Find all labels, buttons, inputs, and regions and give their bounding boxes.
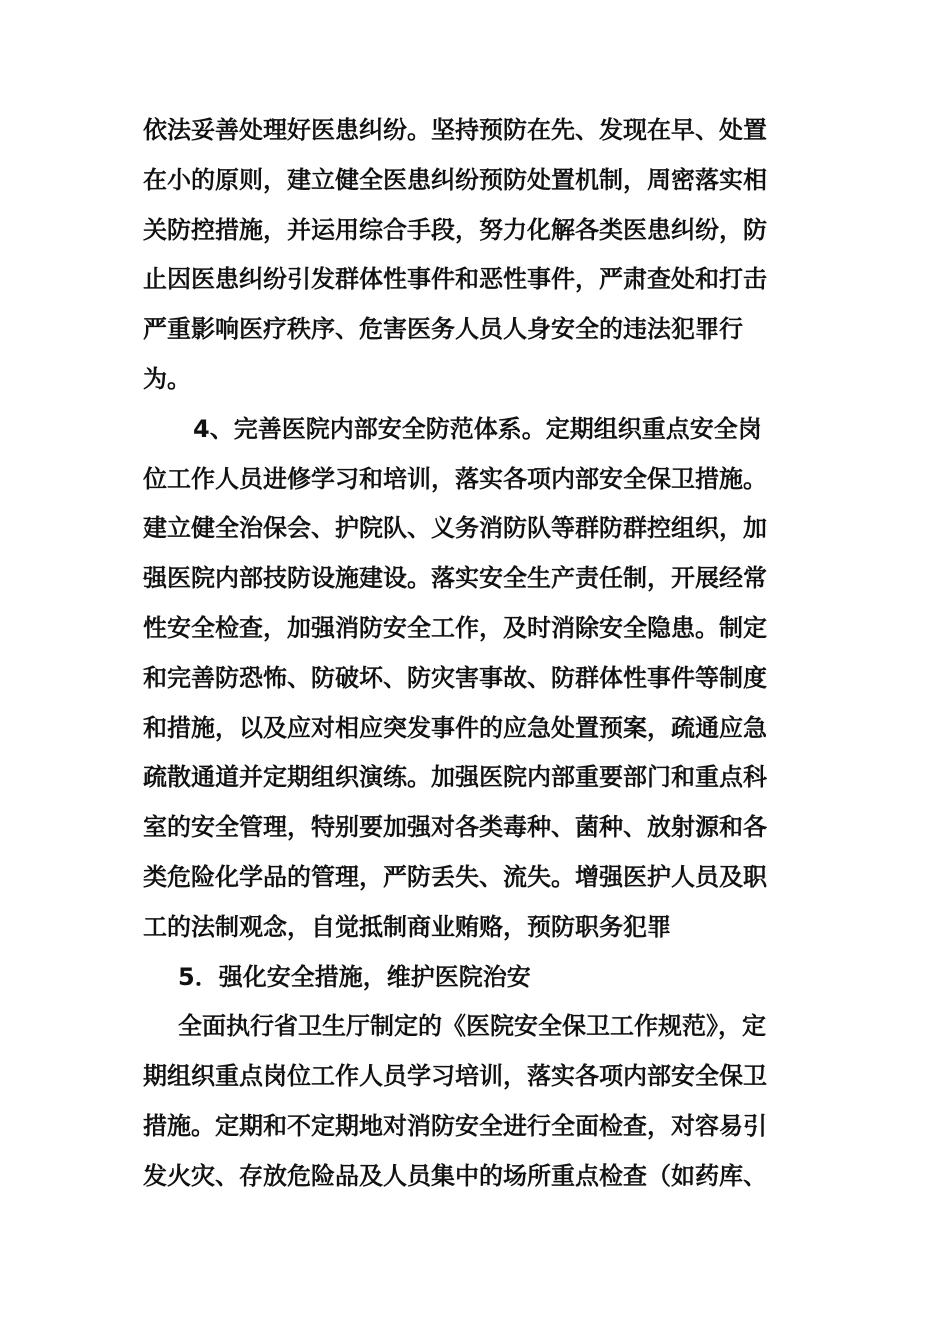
text-line: 止因医患纠纷引发群体性事件和恶性事件，严肃查处和打击 [143, 265, 767, 294]
text-line: 严重影响医疗秩序、危害医务人员人身安全的违法犯罪行 [143, 315, 743, 344]
text-line: 建立健全治保会、护院队、义务消防队等群防群控组织，加 [143, 514, 767, 543]
text-line: 期组织重点岗位工作人员学习培训，落实各项内部安全保卫 [143, 1062, 767, 1091]
text-line: 位工作人员进修学习和培训，落实各项内部安全保卫措施。 [143, 464, 767, 493]
paragraph-first-line: 全面执行省卫生厅制定的《医院安全保卫工作规范》，定 [178, 1012, 766, 1041]
text-line: 为。 [143, 364, 191, 393]
text-line: 依法妥善处理好医患纠纷。坚持预防在先、发现在早、处置 [143, 116, 767, 144]
text-line: 发火灾、存放危险品及人员集中的场所重点检查（如药库、 [143, 1161, 767, 1190]
text-line: 在小的原则，建立健全医患纠纷预防处置机制，周密落实相 [143, 165, 767, 194]
text-line: 和措施，以及应对相应突发事件的应急处置预案，疏通应急 [143, 713, 767, 742]
text-line: 疏散通道并定期组织演练。加强医院内部重要部门和重点科 [143, 763, 767, 792]
text-line: 措施。定期和不定期地对消防安全进行全面检查，对容易引 [143, 1111, 767, 1140]
section-4-heading-line: 4、完善医院内部安全防范体系。定期组织重点安全岗 [193, 414, 762, 443]
text-line: 和完善防恐怖、防破坏、防灾害事故、防群体性事件等制度 [143, 663, 767, 692]
text-line: 性安全检查，加强消防安全工作，及时消除安全隐患。制定 [143, 613, 767, 642]
text-line: 室的安全管理，特别要加强对各类毒种、菌种、放射源和各 [143, 813, 767, 842]
text-line: 关防控措施，并运用综合手段，努力化解各类医患纠纷，防 [143, 215, 767, 244]
text-line: 强医院内部技防设施建设。落实安全生产责任制，开展经常 [143, 564, 767, 593]
text-line: 工的法制观念，自觉抵制商业贿赂，预防职务犯罪 [143, 912, 671, 941]
section-5-heading: 5．强化安全措施，维护医院治安 [178, 962, 531, 991]
body-text [143, 106, 813, 1202]
text-line: 类危险化学品的管理，严防丢失、流失。增强医护人员及职 [143, 862, 767, 891]
